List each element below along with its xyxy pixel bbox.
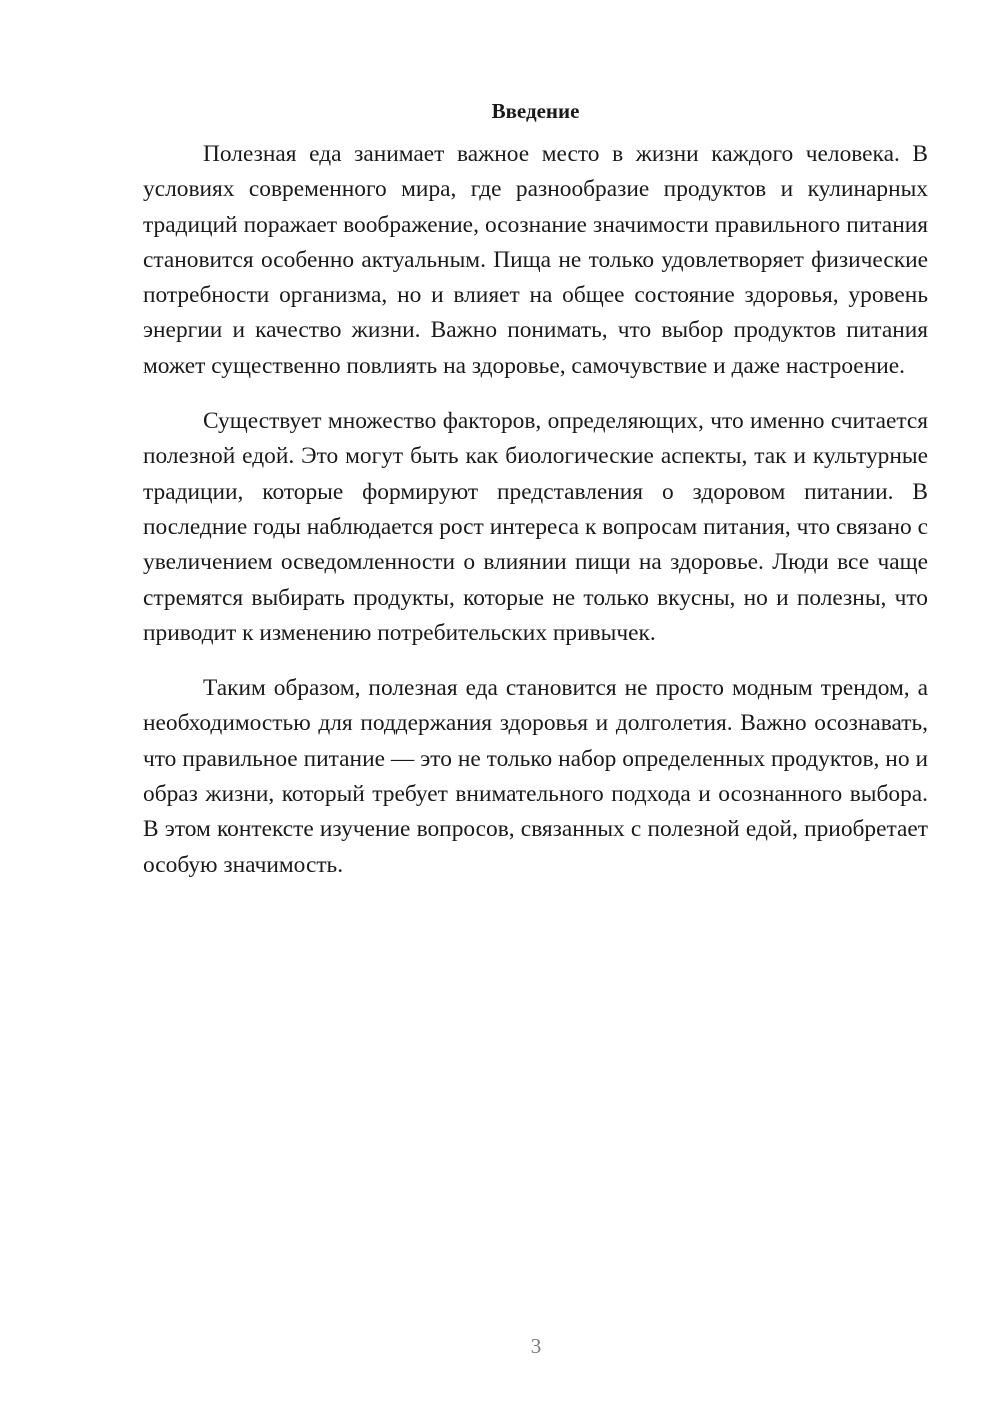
paragraph-3: Таким образом, полезная еда становится не просто модным трендом, а необходимостью для поддержания здоровья и долголетия. Важно осознавать, что правильное питание — это не только набор определенных продуктов, но и образ жизни, который требует внимательного подхода и осознанного выбора. В этом контексте изучение вопросов, связанных с полезной едой, приобретает особую значимость. xyxy=(143,675,928,878)
section-heading: Введение xyxy=(491,99,580,123)
paragraph-2: Существует множество факторов, определяющих, что именно считается полезной едой. Это могут быть как биологические аспекты, так и культурные традиции, которые формируют представления о здоровом питании. В последние годы наблюдается рост интереса к вопросам питания, что связано с увеличением осведомленности о влиянии пищи на здоровье. Люди все чаще стремятся выбирать продукты, которые не только вкусны, но и полезны, что приводит к изменению потребительских привычек. xyxy=(143,408,928,646)
paragraph-1: Полезная еда занимает важное место в жизни каждого человека. В условиях современного мира, где разнообразие продуктов и кулинарных традиций поражает воображение, осознание значимости правильного питания становится особенно актуальным. Пища не только удовлетворяет физические потребности организма, но и влияет на общее состояние здоровья, уровень энергии и качество жизни. Важно понимать, что выбор продуктов питания может существенно повлиять на здоровье, самочувствие и даже настроение. xyxy=(143,141,928,379)
page-number: 3 xyxy=(530,1334,542,1358)
page-content xyxy=(143,96,928,903)
